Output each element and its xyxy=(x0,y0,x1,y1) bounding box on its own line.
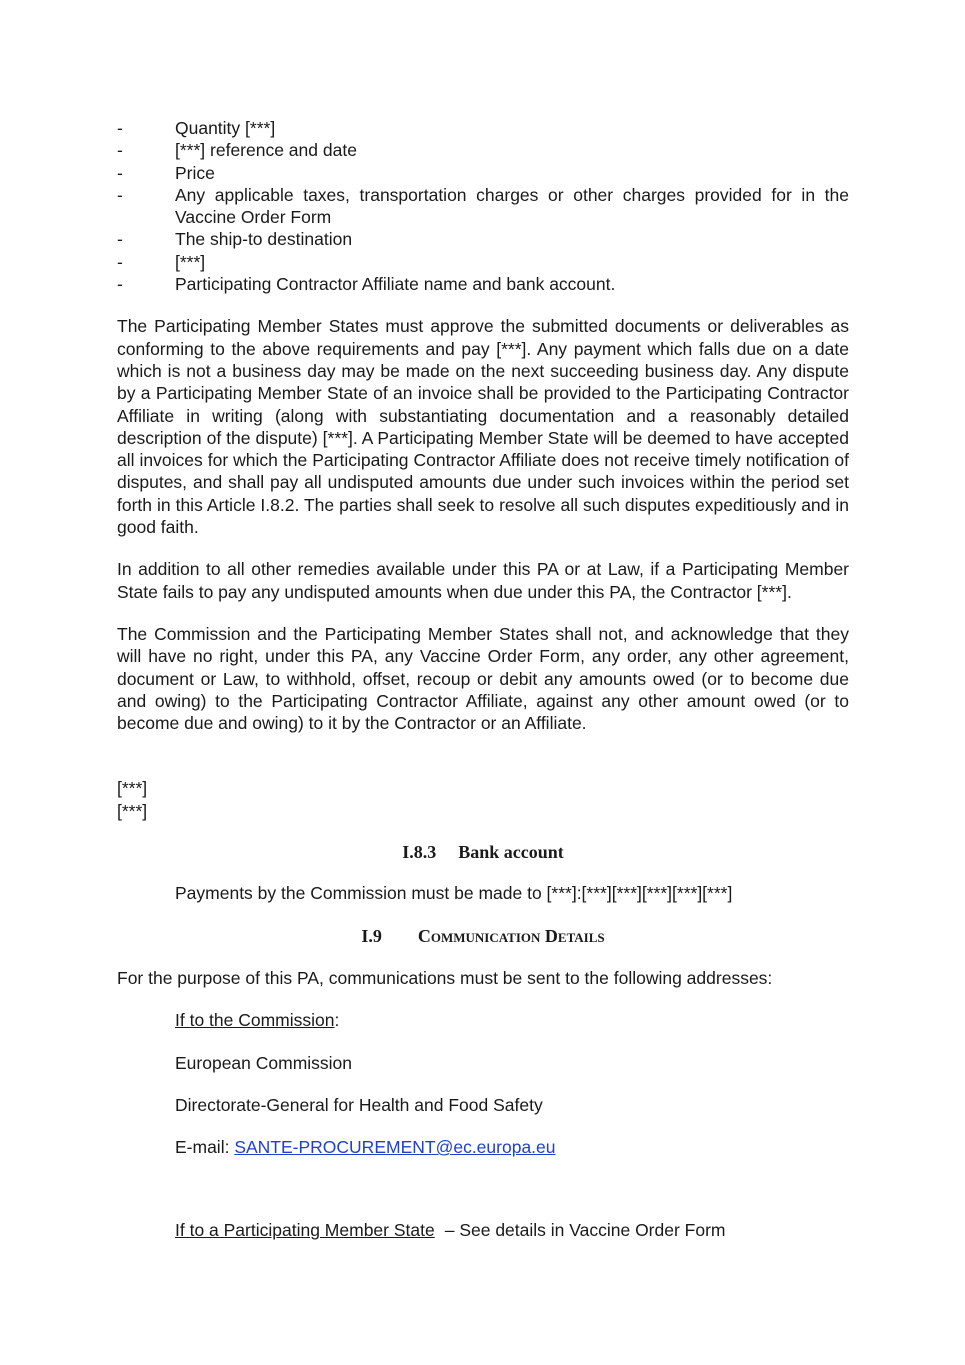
redacted-block xyxy=(117,777,849,822)
bullet-dash: - xyxy=(117,251,123,272)
bank-account-heading xyxy=(117,841,849,863)
bullet-dash: - xyxy=(117,118,123,138)
bullet-dash: - xyxy=(117,229,123,250)
bank-account-text: Payments by the Commission must be made to [***]:[***][***][***][***][***] xyxy=(175,883,733,904)
remedies-paragraph: In addition to all other remedies available under this PA or at Law, if a Participating Member State fails to pay any undisputed amounts when due under this PA, the Contractor [***]. xyxy=(117,559,849,602)
bullet-dash: - xyxy=(117,140,123,161)
commission-org: European Commission xyxy=(175,1052,353,1073)
communication-heading xyxy=(117,925,849,947)
redacted-marker: [***] xyxy=(117,800,148,821)
redacted-marker: [***] xyxy=(117,778,148,799)
document-page xyxy=(117,117,849,1242)
list-item: - Quantity [***] xyxy=(117,118,276,138)
commission-label-line: If to the Commission: xyxy=(175,1010,340,1031)
section-title: Bank account xyxy=(458,842,564,863)
commission-email-line xyxy=(117,1136,849,1158)
approval-paragraph: The Participating Member States must approve the submitted documents or deliverables as conforming to the above requirements and pay [***]. Any payment which falls due on a date which is not a business day may be made on the next succeeding business day. Any dispute by a Participating Member State of an invoice shall be provided to the Participating Contractor Affiliate in writing (along with substantiating documentation and a reasonably detailed description of the dispute) [***]. A Participating Member State will be deemed to have accepted all invoices for which the Participating Contractor Affiliate does not receive timely notification of disputes, and shall pay all undisputed amounts due under such invoices within the period set forth in this Article I.8.2. The parties shall seek to resolve all such disputes expeditiously and in good faith. xyxy=(117,316,849,538)
email-label: E-mail: xyxy=(175,1137,235,1158)
section-number: I.9 xyxy=(361,925,382,946)
list-item: - [***] xyxy=(117,251,206,272)
section-title: Communication Details xyxy=(417,925,605,946)
commission-label: If to the Commission xyxy=(175,1010,335,1031)
list-item: - Any applicable taxes, transportation charges or other charges provided for in the Vaccine Order Form xyxy=(117,184,849,228)
member-state-line xyxy=(117,1219,849,1241)
member-state-label: If to a Participating Member State xyxy=(175,1220,435,1241)
bullet-dash: - xyxy=(117,162,123,183)
no-offset-paragraph: The Commission and the Participating Member States shall not, and acknowledge that they will have no right, under this PA, any Vaccine Order Form, any order, any other agreement, document or Law, to withhold, offset, recoup or debit any amounts owed (or to become due and owing) to the Participating Contractor Affiliate, against any other amount owed (or to become due and owing) to it by the Contractor or an Affiliate. xyxy=(117,623,849,734)
invoice-requirements-list xyxy=(117,117,849,295)
list-item: - The ship-to destination xyxy=(117,229,353,250)
section-number: I.8.3 xyxy=(402,842,437,863)
bullet-dash: - xyxy=(117,274,123,295)
email-link[interactable]: SANTE-PROCUREMENT@ec.europa.eu xyxy=(234,1137,556,1158)
list-item: - Price xyxy=(117,162,215,183)
commission-dg: Directorate-General for Health and Food Safety xyxy=(175,1094,543,1115)
list-item: - Participating Contractor Affiliate name and bank account. xyxy=(117,274,616,295)
communication-intro: For the purpose of this PA, communications must be sent to the following addresses: xyxy=(117,967,773,988)
member-state-text: – See details in Vaccine Order Form xyxy=(444,1220,726,1241)
bullet-dash: - xyxy=(117,184,123,205)
list-item: - [***] reference and date xyxy=(117,140,357,161)
